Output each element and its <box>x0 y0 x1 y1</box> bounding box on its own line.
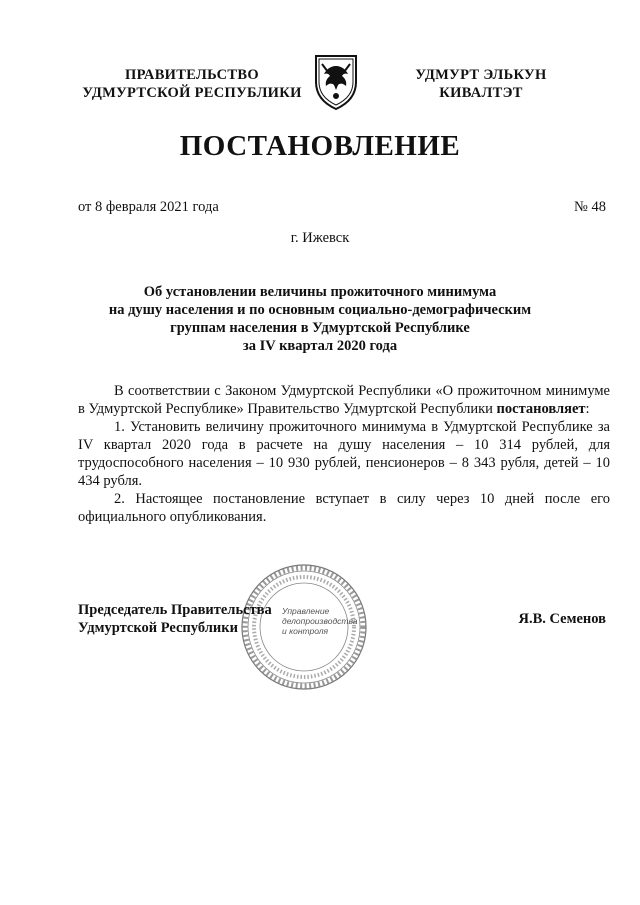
signature-line2: Удмуртской Республики <box>78 620 238 636</box>
subject-line3: группам населения в Удмуртской Республике <box>170 320 470 336</box>
document-body <box>78 382 610 526</box>
paragraph-1-text: В соответствии с Законом Удмуртской Республики «О прожиточном минимуме в Удмуртской Республике» Правительство Удмуртской Республики <box>78 383 610 417</box>
stamp-inner-text <box>282 606 357 636</box>
signature-line1: Председатель Правительства <box>78 602 272 618</box>
body-paragraph-2: 1. Установить величину прожиточного минимума в Удмуртской Республике за IV квартал 2020 года в расчете на душу населения – 10 314 рублей, для трудоспособного населения – 10 930 рублей, пенсионеров – 8 343 рубля, детей – 10 434 рубля. <box>78 419 610 489</box>
header-left-line2: УДМУРТСКОЙ РЕСПУБЛИКИ <box>82 85 302 101</box>
subject-line4: за IV квартал 2020 года <box>242 338 398 354</box>
stamp-line1: Управление <box>282 606 330 616</box>
document-city: г. Ижевск <box>290 230 350 246</box>
header-left-line1: ПРАВИТЕЛЬСТВО <box>125 67 259 83</box>
document-title: ПОСТАНОВЛЕНИЕ <box>179 130 461 162</box>
stamp-line2: делопроизводства <box>282 616 358 626</box>
header-left <box>72 66 312 102</box>
signature-position <box>78 601 272 637</box>
header-right-line1: УДМУРТ ЭЛЬКУН <box>415 67 547 83</box>
header-right-line2: КИВАЛТЭТ <box>439 85 523 101</box>
document-date: от 8 февраля 2021 года <box>78 199 219 215</box>
header-right <box>396 66 566 102</box>
document-subject <box>0 283 640 355</box>
body-paragraph-3: 2. Настоящее постановление вступает в силу через 10 дней после его официального опубликования. <box>78 491 610 525</box>
stamp-line3: и контроля <box>282 626 329 636</box>
signature-name: Я.В. Семенов <box>518 611 606 627</box>
subject-line2: на душу населения и по основным социально-демографическим <box>108 302 532 318</box>
body-paragraph-1 <box>78 382 610 418</box>
subject-line1: Об установлении величины прожиточного минимума <box>143 284 497 300</box>
document-number: № 48 <box>574 199 606 215</box>
udmurt-coat-of-arms-icon <box>312 52 360 112</box>
paragraph-1-bold: постановляет <box>496 401 586 417</box>
paragraph-1-end: : <box>585 401 590 417</box>
